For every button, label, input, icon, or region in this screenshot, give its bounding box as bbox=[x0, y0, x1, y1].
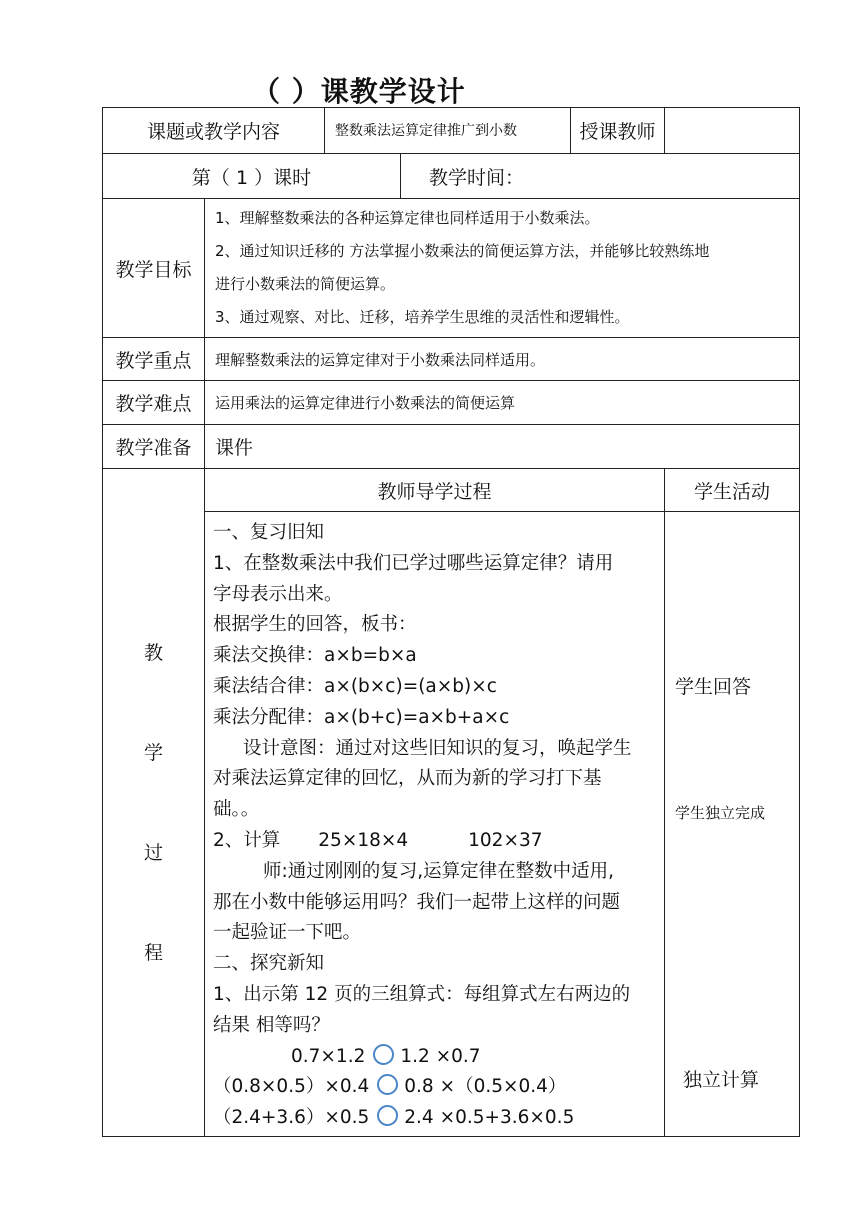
compare-left: 0.7×1.2 bbox=[291, 1045, 366, 1067]
compare-left: （0.8×0.5）×0.4 bbox=[213, 1076, 370, 1098]
topic-label: 课题或教学内容 bbox=[103, 108, 325, 154]
process-line: 一起验证一下吧。 bbox=[213, 922, 362, 944]
side-char: 教 bbox=[143, 641, 163, 664]
process-line: 二、探究新知 bbox=[213, 953, 325, 975]
time-label: 教学时间： bbox=[401, 154, 800, 199]
process-line: 础。。 bbox=[213, 799, 260, 821]
compare-right: 1.2 ×0.7 bbox=[400, 1045, 481, 1067]
page-title: （ ）课教学设计 bbox=[252, 75, 466, 108]
compare-line bbox=[213, 1103, 656, 1134]
process-line: 一、复习旧知 bbox=[213, 522, 325, 543]
side-char: 程 bbox=[143, 941, 163, 964]
period-label: 第（ 1 ）课时 bbox=[103, 154, 401, 199]
side-char: 学 bbox=[143, 741, 163, 764]
compare-left: （2.4+3.6）×0.5 bbox=[213, 1107, 370, 1129]
student-activity: 独立计算 bbox=[683, 1069, 760, 1091]
goals-content bbox=[205, 199, 800, 338]
process-line: 1、在整数乘法中我们已学过哪些运算定律？请用 bbox=[213, 552, 614, 574]
process-side-label bbox=[103, 469, 205, 1137]
compare-line bbox=[213, 1072, 656, 1103]
calc-expr: 25×18×4 bbox=[318, 829, 409, 851]
goals-row bbox=[103, 199, 800, 338]
header-row-2 bbox=[103, 154, 800, 199]
process-line: 1、出示第 12 页的三组算式：每组算式左右两边的 bbox=[213, 983, 631, 1005]
student-activity-content bbox=[665, 512, 800, 1137]
goal-item: 1、理解整数乘法的各种运算定律也同样适用于小数乘法。 bbox=[215, 209, 600, 227]
process-header-row bbox=[103, 469, 800, 512]
key-point-row bbox=[103, 338, 800, 381]
calc-line bbox=[213, 826, 656, 857]
process-line: 乘法交换律：a×b=b×a bbox=[213, 645, 417, 667]
student-activity: 学生独立完成 bbox=[675, 804, 766, 822]
process-line: 那在小数中能够运用吗？我们一起带上这样的问题 bbox=[213, 891, 621, 913]
process-content-row bbox=[103, 512, 800, 1137]
goal-item: 进行小数乘法的简便运算。 bbox=[215, 275, 396, 293]
goal-item: 2、通过知识迁移的 方法掌握小数乘法的简便运算方法，并能够比较熟练地 bbox=[215, 242, 710, 260]
topic-value: 整数乘法运算定律推广到小数 bbox=[325, 108, 571, 154]
preparation-label: 教学准备 bbox=[103, 425, 205, 469]
process-line: 对乘法运算定律的回忆，从而为新的学习打下基 bbox=[213, 768, 602, 790]
process-line: 师:通过刚刚的复习,运算定律在整数中适用, bbox=[263, 860, 614, 882]
key-point-label: 教学重点 bbox=[103, 338, 205, 381]
process-line: 乘法分配律：a×(b+c)=a×b+a×c bbox=[213, 706, 510, 728]
goals-label: 教学目标 bbox=[103, 199, 205, 338]
process-line: 字母表示出来。 bbox=[213, 583, 343, 605]
process-line: 设计意图：通过对这些旧知识的复习，唤起学生 bbox=[243, 737, 632, 759]
preparation-row bbox=[103, 425, 800, 469]
goal-item: 3、通过观察、对比、迁移，培养学生思维的灵活性和逻辑性。 bbox=[215, 308, 630, 326]
header-row-1 bbox=[103, 108, 800, 154]
difficulty-row bbox=[103, 381, 800, 425]
teacher-value bbox=[665, 108, 800, 154]
difficulty-label: 教学难点 bbox=[103, 381, 205, 425]
difficulty-value: 运用乘法的运算定律进行小数乘法的简便运算 bbox=[205, 381, 800, 425]
calc-label: 2、计算 bbox=[213, 829, 281, 851]
teacher-process-header: 教师导学过程 bbox=[205, 469, 665, 512]
compare-right: 0.8 ×（0.5×0.4） bbox=[404, 1076, 567, 1098]
process-line: 根据学生的回答，板书： bbox=[213, 614, 417, 636]
compare-line bbox=[213, 1042, 656, 1073]
preparation-value: 课件 bbox=[205, 425, 800, 469]
teacher-process-content bbox=[205, 512, 665, 1137]
side-char: 过 bbox=[143, 841, 163, 864]
student-activity: 学生回答 bbox=[675, 676, 752, 698]
lesson-plan-table bbox=[102, 107, 800, 1137]
process-line: 结果 相等吗？ bbox=[213, 1014, 330, 1036]
student-activity-header: 学生活动 bbox=[665, 469, 800, 512]
process-line: 乘法结合律：a×(b×c)=(a×b)×c bbox=[213, 675, 497, 697]
teacher-label: 授课教师 bbox=[571, 108, 665, 154]
blank-circle-icon bbox=[377, 1074, 398, 1095]
blank-circle-icon bbox=[377, 1105, 398, 1126]
compare-right: 2.4 ×0.5+3.6×0.5 bbox=[404, 1107, 575, 1129]
key-point-value: 理解整数乘法的运算定律对于小数乘法同样适用。 bbox=[205, 338, 800, 381]
calc-expr: 102×37 bbox=[468, 829, 543, 851]
blank-circle-icon bbox=[373, 1044, 394, 1065]
